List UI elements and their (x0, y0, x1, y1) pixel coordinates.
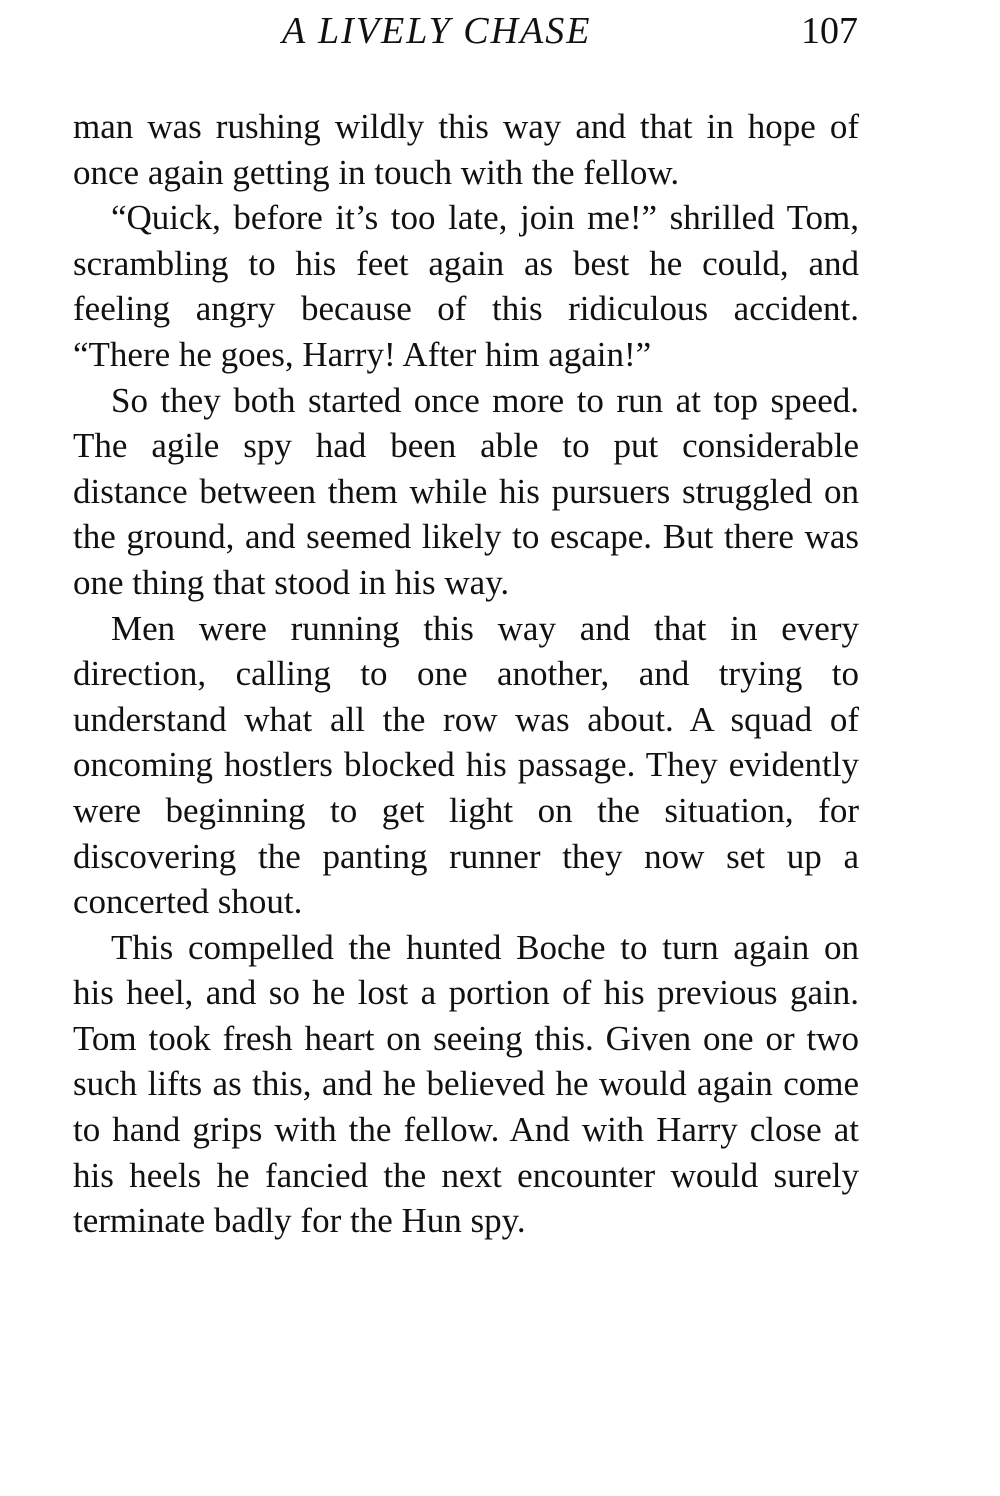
running-title: A LIVELY CHASE (282, 10, 592, 52)
paragraph: man was rushing wildly this way and that in hope of once again getting in touch with the fellow. (73, 107, 859, 192)
body-text (73, 104, 859, 1244)
running-head (72, 6, 858, 56)
paragraph: This compelled the hunted Boche to turn again on his heel, and so he lost a portion of his previous gain. Tom took fresh heart on seeing this. Given one or two such lifts as this, and he believed he would again come to hand grips with the fellow. And with Harry close at his heels he fancied the next encounter would surely terminate badly for the Hun spy. (73, 927, 859, 1241)
paragraph: Men were running this way and that in every direction, calling to one another, and trying to understand what all the row was about. A squad of oncoming hostlers blocked his passage. They evidently were beginning to get light on the situation, for discovering the panting runner they now set up a concerted shout. (73, 608, 859, 922)
paragraph: “Quick, before it’s too late, join me!” shrilled Tom, scrambling to his feet again as best he could, and feeling angry because of this ridiculous accident. “There he goes, Harry! After him again!” (73, 198, 859, 374)
page-number: 107 (801, 10, 858, 52)
paragraph: So they both started once more to run at top speed. The agile spy had been able to put considerable distance between them while his pursuers struggled on the ground, and seemed likely to escape. But there was one thing that stood in his way. (73, 380, 859, 602)
